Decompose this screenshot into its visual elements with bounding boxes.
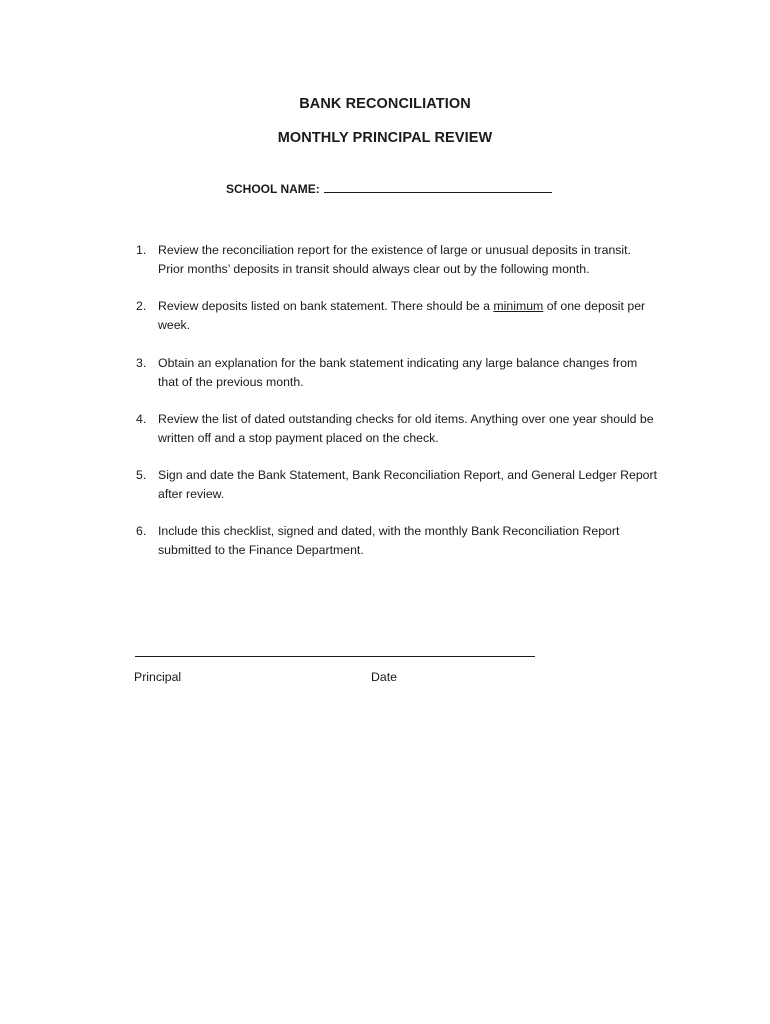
checklist-item-3: [136, 354, 681, 392]
item-text: [158, 297, 681, 335]
item-line: week.: [158, 318, 191, 332]
school-name-field: [226, 182, 552, 196]
item-number: 4.: [136, 412, 147, 426]
item-line: Review the reconciliation report for the existence of large or unusual deposits in transit.: [158, 243, 631, 257]
item-number: 2.: [136, 299, 147, 313]
item-text: [158, 522, 681, 560]
checklist-item-1: [136, 241, 681, 279]
item-number: 5.: [136, 468, 147, 482]
date-label: Date: [371, 670, 397, 684]
item-line: Sign and date the Bank Statement, Bank Reconciliation Report, and General Ledger Report: [158, 468, 658, 482]
underlined-word: minimum: [493, 299, 544, 313]
checklist-item-4: [136, 410, 681, 448]
school-name-blank-line: [324, 182, 552, 193]
checklist-item-6: [136, 522, 681, 560]
item-line: Review the list of dated outstanding checks for old items. Anything over one year should be: [158, 412, 654, 426]
item-line: submitted to the Finance Department.: [158, 543, 364, 557]
item-text-segment: of one deposit per: [543, 299, 646, 313]
school-name-label: SCHOOL NAME:: [226, 182, 320, 196]
document-subtitle: MONTHLY PRINCIPAL REVIEW: [277, 130, 493, 146]
signature-line: [135, 656, 535, 657]
item-line: Prior months’ deposits in transit should always clear out by the following month.: [158, 262, 590, 276]
item-number: 3.: [136, 356, 147, 370]
item-line: [158, 297, 681, 316]
item-text: [158, 466, 681, 504]
item-line: Include this checklist, signed and dated, with the monthly Bank Reconciliation Report: [158, 524, 620, 538]
item-line: written off and a stop payment placed on the check.: [158, 431, 439, 445]
principal-label: Principal: [134, 670, 182, 684]
item-text-segment: Review deposits listed on bank statement. There should be a: [158, 299, 494, 313]
item-number: 1.: [136, 243, 147, 257]
checklist-item-5: [136, 466, 681, 504]
item-line: that of the previous month.: [158, 375, 304, 389]
document-title: BANK RECONCILIATION: [299, 96, 471, 112]
checklist-item-2: [136, 297, 681, 335]
item-text: [158, 241, 681, 279]
item-line: after review.: [158, 487, 225, 501]
item-text: [158, 354, 681, 392]
item-text: [158, 410, 681, 448]
item-number: 6.: [136, 524, 147, 538]
item-line: Obtain an explanation for the bank statement indicating any large balance changes from: [158, 356, 638, 370]
